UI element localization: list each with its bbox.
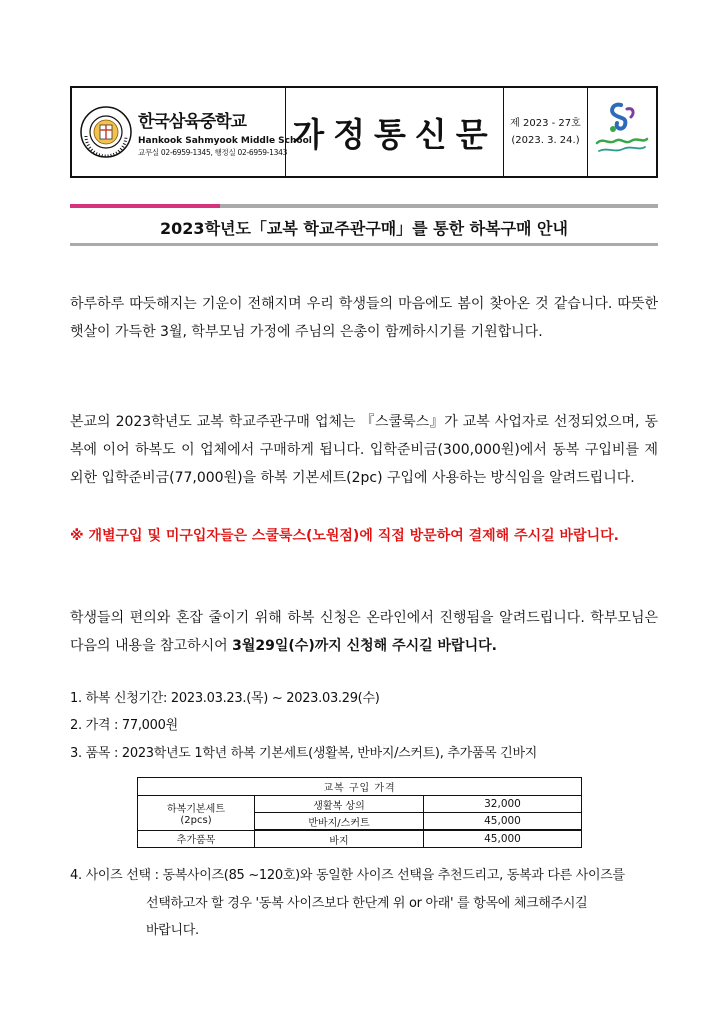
doc-number-block <box>504 88 588 176</box>
doc-number: 제 2023 - 27호 <box>510 118 581 129</box>
education-office-logo-icon <box>591 99 653 165</box>
list-item-products: 3. 품목 : 2023학년도 1학년 하복 기본세트(생활복, 반바지/스커트), 추가품목 긴바지 <box>70 746 538 761</box>
list-item-price: 2. 가격 : 77,000원 <box>70 718 178 733</box>
table-row-price: 45,000 <box>424 813 582 831</box>
list-item-period: 1. 하복 신청기간: 2023.03.23.(목) ~ 2023.03.29(수) <box>70 691 380 706</box>
notice-paragraph: ※ 개별구입 및 미구입자들은 스쿨룩스(노원점)에 직접 방문하여 결제해 주시길 바랍니다. <box>70 528 619 544</box>
letter-title: 가정통신문 <box>292 114 497 154</box>
vendor-paragraph: 본교의 2023학년도 교복 학교주관구매 업체는 『스쿨룩스』가 교복 사업자로 선정되었으며, 동복에 이어 하복도 이 업체에서 구매하게 됩니다. 입학준비금(300,000원)에서 동복 구입비를 제외한 입학준비금(77,000원)을 하복 기본세트(2pc) 구입에 사용하는 방식임을 알려드립니다. <box>70 414 658 486</box>
table-row-item: 바지 <box>255 830 424 848</box>
subject-banner <box>70 204 658 246</box>
education-logo-block <box>588 88 656 176</box>
category-basic-set <box>138 796 255 831</box>
category-basic-label: 하복기본세트 <box>167 803 225 815</box>
school-seal-icon <box>80 106 132 158</box>
category-extra: 추가품목 <box>138 830 255 848</box>
application-paragraph <box>70 604 658 660</box>
category-basic-sub: (2pcs) <box>180 814 212 826</box>
greeting-paragraph: 하루하루 따듯해지는 기운이 전해지며 우리 학생들의 마음에도 봄이 찾아온 것 같습니다. 따뜻한 햇살이 가득한 3월, 학부모님 가정에 주님의 은총이 함께하시기를 기원합니다. <box>70 296 658 340</box>
school-phone: 교무실 02-6959-1345, 행정실 02-6959-1343 <box>138 147 288 157</box>
table-row-price: 32,000 <box>424 796 582 813</box>
school-name: 한국삼육중학교 <box>138 111 246 132</box>
list-item-size-cont: 선택하고자 할 경우 '동복 사이즈보다 한단계 위 or 아래' 를 항목에 체크해주시길 <box>146 896 588 911</box>
table-row-item: 생활복 상의 <box>255 796 424 813</box>
title-block <box>286 88 504 176</box>
price-table-caption: 교복 구입 가격 <box>138 778 582 796</box>
list-item-size: 4. 사이즈 선택 : 동복사이즈(85 ~120호)와 동일한 사이즈 선택을 추천드리고, 동복과 다른 사이즈를 <box>70 868 625 883</box>
banner-accent-rule <box>70 204 220 208</box>
school-name-en: Hankook Sahmyook Middle School <box>138 135 312 146</box>
doc-date: (2023. 3. 24.) <box>511 135 580 146</box>
subject-title: 2023학년도「교복 학교주관구매」를 통한 하복구매 안내 <box>160 219 568 238</box>
price-table <box>137 777 582 848</box>
banner-bottom-rule <box>70 243 658 246</box>
table-row-item: 반바지/스커트 <box>255 813 424 831</box>
application-deadline: 3월29일(수)까지 신청해 주시길 바랍니다. <box>232 638 497 654</box>
application-text: 학생들의 편의와 혼잡 줄이기 위해 하복 신청은 온라인에서 진행됨을 알려드립니다. 학부모님은 다음의 내용을 참고하시어 <box>70 610 658 654</box>
table-row-price: 45,000 <box>424 830 582 848</box>
letter-header <box>70 86 658 178</box>
list-item-size-end: 바랍니다. <box>146 923 199 938</box>
school-block <box>72 88 312 176</box>
